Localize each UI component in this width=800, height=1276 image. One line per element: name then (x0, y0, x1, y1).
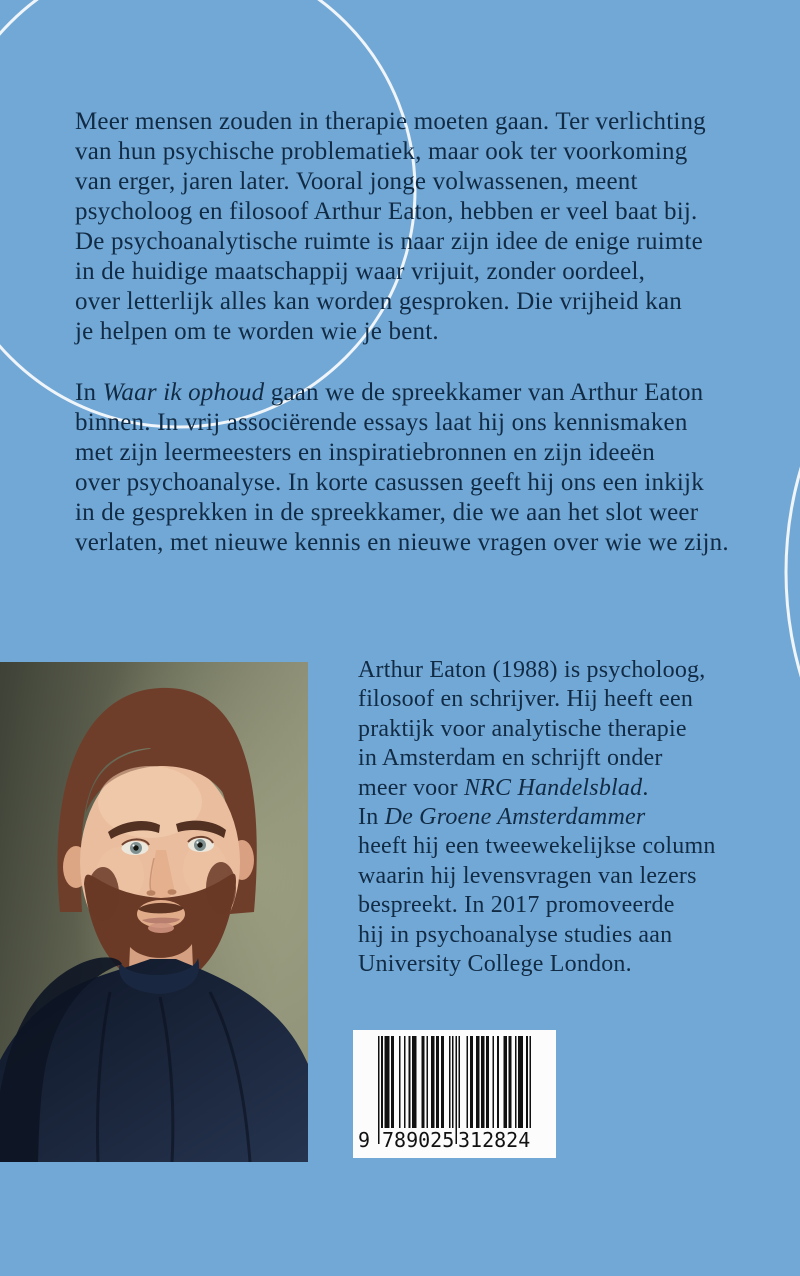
circle-outline-right (786, 206, 800, 938)
author-bio: Arthur Eaton (1988) is psycholoog, filosoof en schrijver. Hij heeft een praktijk voor analytische therapie in Amsterdam en schrijft onder meer voor NRC Handelsblad. In De Groene Amsterdammer heeft hij een tweewekelijkse column waarin hij levensvragen van lezers bespreekt. In 2017 promoveerde hij in psychoanalyse studies aan University College London. (358, 657, 716, 977)
isbn-digit-group-3: 312824 (458, 1128, 531, 1152)
synopsis-paragraph-2: In Waar ik ophoud gaan we de spreekkamer van Arthur Eaton binnen. In vrij associërende essays laat hij ons kennismaken met zijn leermeesters en inspiratiebronnen en zijn ideeën over psychoanalyse. In korte casussen geeft hij ons een inkijk in de gesprekken in de spreekkamer, die we aan het slot weer verlaten, met nieuwe kennis en nieuwe vragen over wie we zijn. (75, 379, 729, 556)
isbn-digit-group-1: 9 (358, 1128, 371, 1152)
synopsis-paragraph-1: Meer mensen zouden in therapie moeten gaan. Ter verlichting van hun psychische problematiek, maar ook ter voorkoming van erger, jaren later. Vooral jonge volwassenen, meent psycholoog en filosoof Arthur Eaton, hebben er veel baat bij. De psychoanalytische ruimte is naar zijn idee de enige ruimte in de huidige maatschappij waar vrijuit, zonder oordeel, over letterlijk alles kan worden gesproken. Die vrijheid kan je helpen om te worden wie je bent. (75, 108, 706, 345)
isbn-barcode (353, 1030, 556, 1158)
author-photo (0, 662, 308, 1162)
isbn-digits (353, 1128, 556, 1154)
isbn-digit-group-2: 789025 (382, 1128, 455, 1152)
